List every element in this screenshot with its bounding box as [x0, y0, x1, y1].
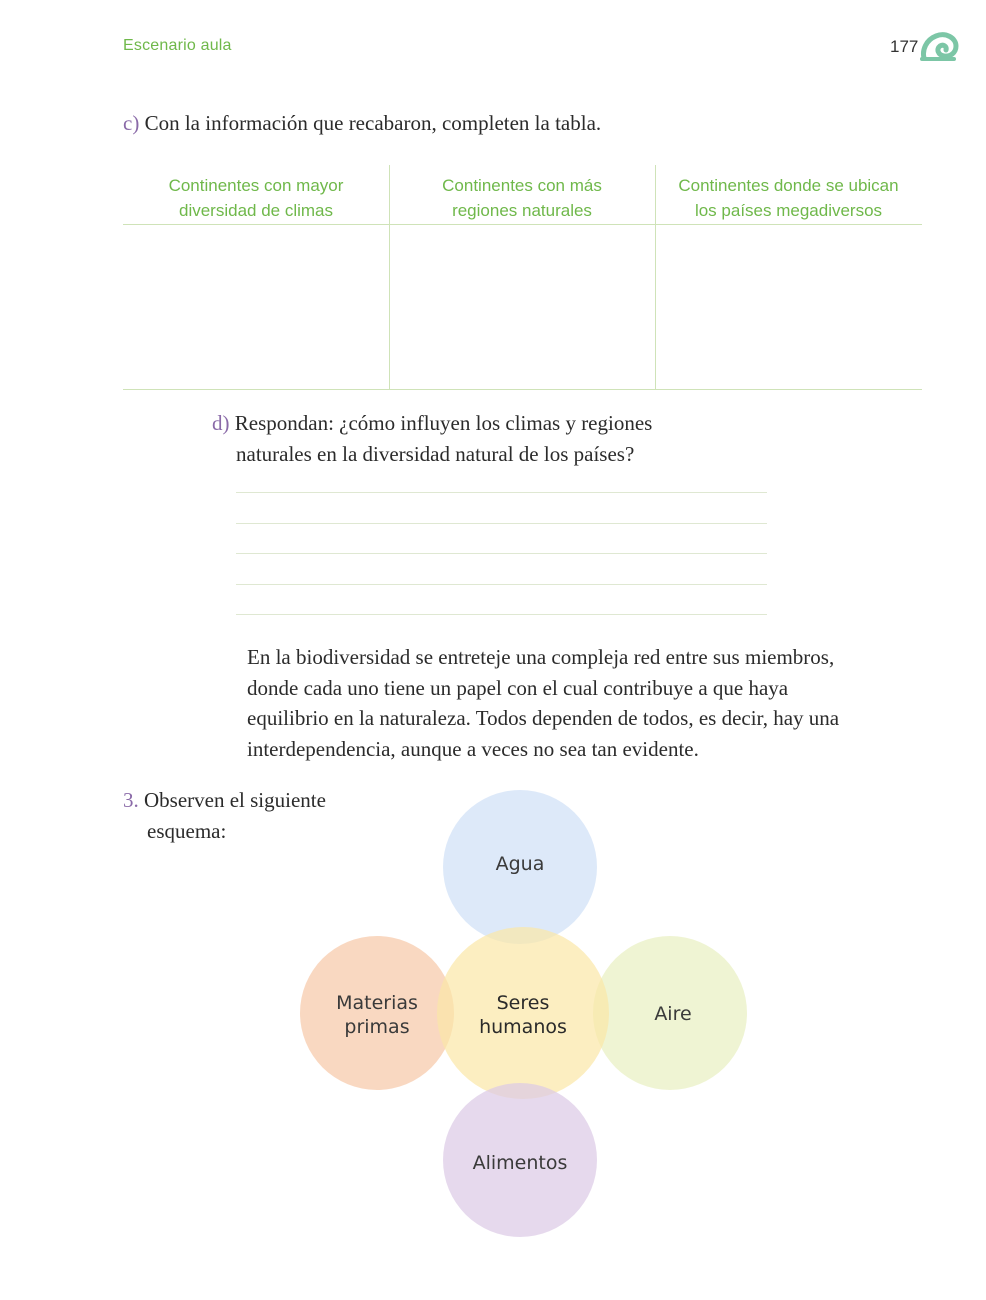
- biodiversity-paragraph: En la biodiversidad se entreteje una compleja red entre sus miembros, donde cada uno tiene un papel con el cual contribuye a que haya equilibrio en la naturaleza. Todos dependen de todos, es decir, hay una interdependencia, aunque a veces no sea tan evidente.: [247, 645, 840, 761]
- table-header-climas: Continentes con mayor diversidad de climas: [168, 176, 344, 220]
- label-materias-primas: Materias primas: [336, 992, 418, 1038]
- answer-line[interactable]: [236, 584, 767, 585]
- activity-3-line-1: Observen el siguiente: [144, 788, 326, 812]
- label-alimentos: Alimentos: [472, 1152, 568, 1174]
- question-d-line-1: Respondan: ¿cómo influyen los climas y regiones: [234, 411, 653, 435]
- continents-table: [123, 165, 922, 390]
- activity-3-line-2: esquema:: [147, 819, 227, 843]
- activity-3-marker: 3.: [123, 788, 139, 812]
- answer-line[interactable]: [236, 523, 767, 524]
- table-cell-regiones[interactable]: [390, 225, 655, 389]
- table-cell-climas[interactable]: [123, 225, 389, 389]
- label-seres-humanos: Seres humanos: [479, 992, 567, 1038]
- question-c-text: Con la información que recabaron, completen la tabla.: [144, 111, 602, 135]
- answer-line[interactable]: [236, 553, 767, 554]
- question-c-marker: c): [123, 111, 140, 135]
- table-header-regiones: Continentes con más regiones naturales: [442, 176, 602, 220]
- answer-line[interactable]: [236, 492, 767, 493]
- question-d: [212, 408, 652, 470]
- question-d-marker: d): [212, 411, 230, 435]
- table-cell-megadiversos[interactable]: [656, 225, 922, 389]
- question-d-line-2: naturales en la diversidad natural de los países?: [236, 442, 635, 466]
- snail-icon: [920, 30, 960, 62]
- label-aire: Aire: [654, 1003, 692, 1025]
- question-c: [123, 108, 601, 139]
- table-bottom-rule: [123, 389, 922, 390]
- section-title: Escenario aula: [123, 37, 232, 54]
- interdependence-diagram: [290, 785, 760, 1240]
- table-header-megadiversos: Continentes donde se ubican los países megadiversos: [678, 176, 899, 220]
- label-agua: Agua: [495, 853, 545, 875]
- answer-line[interactable]: [236, 614, 767, 615]
- page-number: 177: [890, 37, 919, 56]
